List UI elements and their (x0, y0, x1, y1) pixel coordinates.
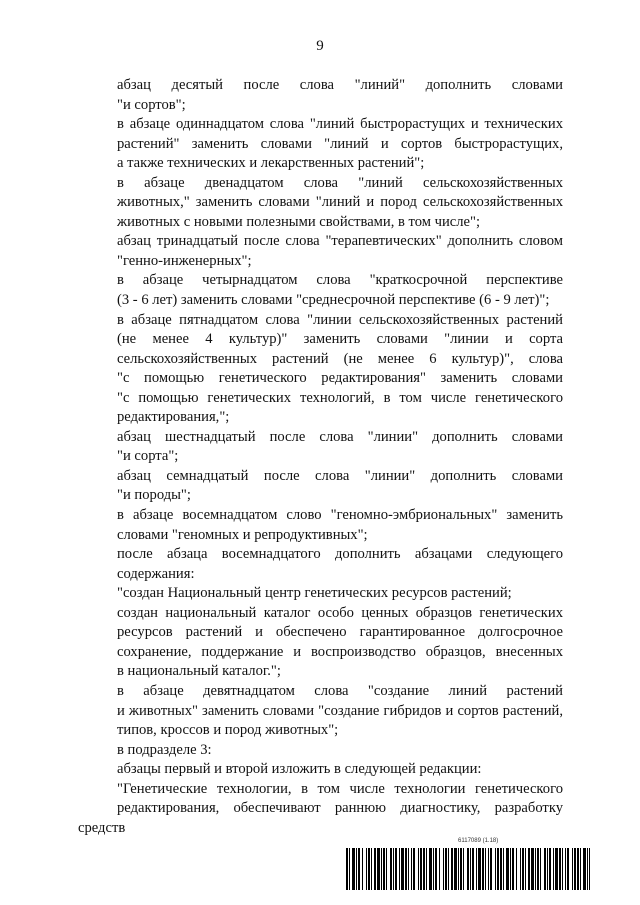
barcode-bar (500, 848, 502, 890)
text-line: животных с новыми полезными свойствами, в том числе"; (117, 213, 481, 230)
barcode-bar (482, 848, 484, 890)
text-line: в абзаце пятнадцатом слова "линии сельскохозяйственных растений (117, 311, 563, 328)
text-line: в абзаце двенадцатом слова "линий сельскохозяйственных (117, 174, 563, 191)
text-line: а также технических и лекарственных растений"; (117, 155, 425, 172)
paragraph (78, 780, 563, 839)
barcode-bar (537, 848, 539, 890)
barcode-bar (472, 848, 474, 890)
barcode-bar (435, 848, 437, 890)
barcode-bar (512, 848, 514, 890)
text-line: "создан Национальный центр генетических ресурсов растений; (117, 585, 512, 602)
barcode-bar (478, 848, 481, 890)
barcode-bar (346, 848, 348, 890)
barcode-bar (544, 848, 546, 890)
text-line: абзацы первый и второй изложить в следующей редакции: (117, 761, 482, 778)
barcode-bar (399, 848, 400, 890)
text-line: "генно-инженерных"; (117, 252, 252, 269)
barcode-bar (525, 848, 526, 890)
paragraph (78, 428, 563, 467)
barcode-bar (580, 848, 581, 890)
barcode-bar (429, 848, 432, 890)
barcode-bar (393, 848, 394, 890)
barcode-bar (572, 848, 573, 890)
barcode-bar (405, 848, 407, 890)
barcode-bar (476, 848, 477, 890)
barcode-bar (547, 848, 548, 890)
barcode-bar (559, 848, 561, 890)
barcode-bar (506, 848, 509, 890)
barcode-bar (583, 848, 586, 890)
text-line: животных," заменить словами "линий и пород сельскохозяйственных (117, 194, 563, 211)
barcode-bar (413, 848, 415, 890)
paragraph (78, 584, 563, 604)
text-line: "с помощью генетического редактирования" заменить словами (117, 370, 563, 387)
barcode-bar (368, 848, 370, 890)
barcode-bar (356, 848, 357, 890)
text-line: типов, кроссов и пород животных"; (117, 722, 339, 739)
paragraph (78, 741, 563, 761)
barcode-bar (445, 848, 447, 890)
barcode-bar (577, 848, 579, 890)
barcode-bar (549, 848, 551, 890)
text-line: в абзаце девятнадцатом слова "создание линий растений (117, 682, 563, 699)
barcode-bar (531, 848, 534, 890)
barcode-bar (408, 848, 409, 890)
text-line: (3 - 6 лет) заменить словами "среднесрочной перспективе (6 - 9 лет)"; (117, 292, 550, 309)
barcode-image (346, 848, 590, 890)
text-line: создан национальный каталог особо ценных образцов генетических (117, 604, 563, 621)
barcode-bar (377, 848, 380, 890)
barcode-bar (454, 848, 457, 890)
barcode-bar (418, 848, 419, 890)
barcode-bar (567, 848, 569, 890)
barcode-label: 6117089 (1.18) (458, 838, 499, 844)
barcode-bar (448, 848, 449, 890)
barcode-bar (488, 848, 489, 890)
text-line: "Генетические технологии, в том числе технологии генетического (117, 780, 563, 797)
barcode-bar (565, 848, 566, 890)
text-line: абзац шестнадцатый после слова "линии" дополнить словами (117, 428, 563, 445)
barcode-bar (420, 848, 422, 890)
paragraph (78, 467, 563, 506)
paragraph (78, 271, 563, 310)
text-line: редактирования,"; (117, 409, 230, 426)
text-line: в абзаце одиннадцатом слова "линий быстрорастущих и технических (117, 116, 563, 133)
barcode-bar (443, 848, 444, 890)
barcode-bar (352, 848, 355, 890)
text-line: "и сорта"; (117, 448, 179, 465)
barcode-bar (401, 848, 404, 890)
barcode-bar (374, 848, 376, 890)
barcode-bar (383, 848, 385, 890)
text-line: редактирования, обеспечивают раннюю диагностику, разработку средств (78, 800, 563, 836)
barcode-bar (426, 848, 427, 890)
barcode-bar (358, 848, 360, 890)
barcode-bar (371, 848, 372, 890)
document-body (78, 76, 563, 838)
barcode-bar (349, 848, 350, 890)
barcode-bar (528, 848, 530, 890)
paragraph (78, 506, 563, 545)
barcode-bar (460, 848, 462, 890)
barcode-bar (516, 848, 517, 890)
text-line: "и породы"; (117, 487, 191, 504)
barcode-bar (520, 848, 521, 890)
barcode-bar (381, 848, 382, 890)
text-line: "и сортов"; (117, 96, 186, 113)
page-number: 9 (316, 38, 324, 54)
text-line: содержания: (117, 565, 195, 582)
paragraph (78, 311, 563, 428)
text-line: абзац десятый после слова "линий" дополнить словами (117, 77, 563, 93)
text-line: после абзаца восемнадцатого дополнить абзацами следующего (117, 546, 563, 563)
barcode-bar (589, 848, 590, 890)
text-line: абзац семнадцатый после слова "линии" дополнить словами (117, 467, 563, 484)
barcode-bar (540, 848, 541, 890)
text-line: в национальный каталог."; (117, 663, 281, 680)
text-line: "с помощью генетических технологий, в том числе генетического (117, 389, 563, 406)
text-line: ресурсов растений и обеспечено гарантированное долгосрочное (117, 624, 563, 641)
barcode-bar (411, 848, 412, 890)
barcode-bar (555, 848, 558, 890)
text-line: сохранение, поддержание и воспроизводство образцов, внесенных (117, 643, 563, 660)
text-line: в абзаце восемнадцатом слово "геномно-эмбриональных" заменить (117, 507, 563, 524)
barcode-bar (503, 848, 504, 890)
text-line: абзац тринадцатый после слова "терапевтических" дополнить словом (117, 233, 563, 250)
barcode-bar (490, 848, 492, 890)
barcode-bar (463, 848, 464, 890)
barcode-bar (522, 848, 524, 890)
paragraph (78, 760, 563, 780)
barcode-bar (535, 848, 536, 890)
barcode-bar (574, 848, 576, 890)
barcode-bar (390, 848, 392, 890)
text-line: и животных" заменить словами "создание гибридов и сортов растений, (117, 702, 563, 719)
paragraph (78, 232, 563, 271)
barcode-bar (366, 848, 367, 890)
barcode-bar (553, 848, 554, 890)
barcode-bar (470, 848, 471, 890)
text-line: в абзаце четырнадцатом слова "краткосрочной перспективе (117, 272, 563, 289)
text-line: в подразделе 3: (117, 741, 212, 758)
text-line: сельскохозяйственных растений (не менее 6 культур)", слова (117, 350, 563, 367)
barcode-bar (467, 848, 469, 890)
barcode-bar (439, 848, 440, 890)
barcode-bar (395, 848, 397, 890)
barcode-bar (562, 848, 563, 890)
text-line: словами "геномных и репродуктивных"; (117, 526, 368, 543)
barcode-bar (485, 848, 486, 890)
paragraph (78, 604, 563, 682)
barcode-block (346, 838, 590, 894)
text-line: растений" заменить словами "линий и сортов быстрорастущих, (117, 135, 563, 152)
paragraph (78, 174, 563, 233)
paragraph (78, 76, 563, 115)
barcode-bar (497, 848, 499, 890)
paragraph (78, 545, 563, 584)
text-line: (не менее 4 культур)" заменить словами "линии и сорта (117, 331, 563, 348)
barcode-bar (433, 848, 434, 890)
barcode-bar (510, 848, 511, 890)
barcode-bar (386, 848, 387, 890)
barcode-bar (458, 848, 459, 890)
barcode-bar (451, 848, 453, 890)
paragraph (78, 115, 563, 174)
barcode-bar (587, 848, 588, 890)
paragraph (78, 682, 563, 741)
barcode-bar (423, 848, 425, 890)
barcode-bar (495, 848, 496, 890)
barcode-bar (362, 848, 363, 890)
